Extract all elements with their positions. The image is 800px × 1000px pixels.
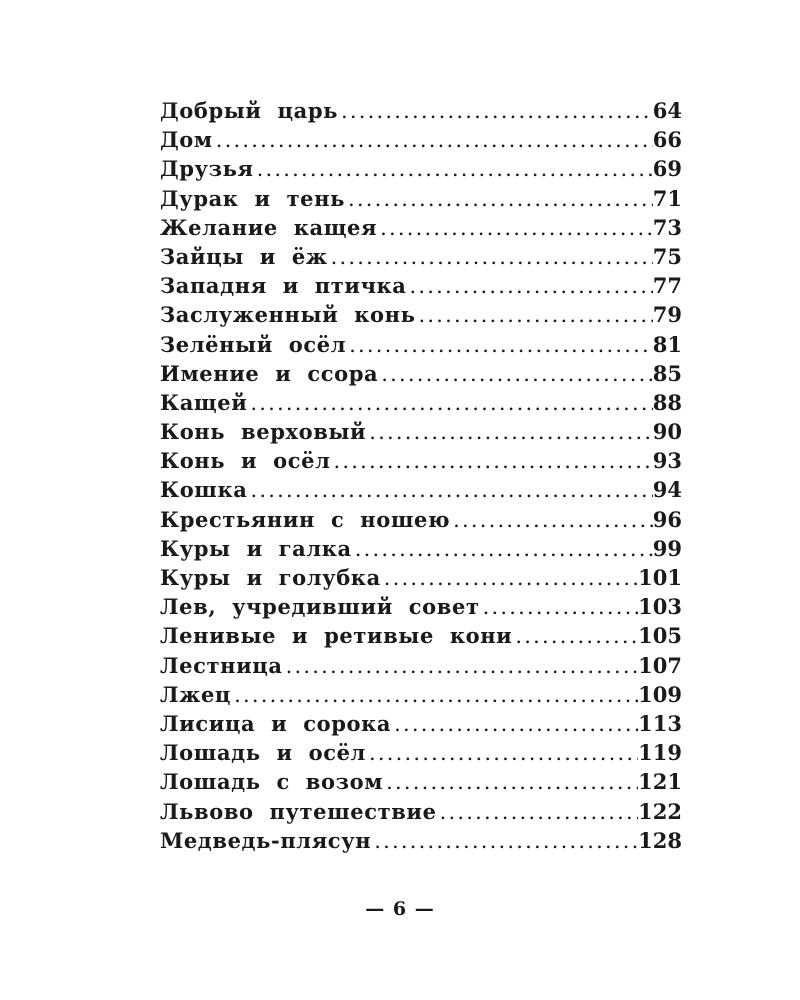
toc-entry-title: Имение и ссора bbox=[160, 360, 379, 386]
toc-entry-page: 79 bbox=[652, 302, 682, 328]
dot-leader bbox=[328, 243, 653, 272]
dot-leader bbox=[378, 360, 653, 389]
toc-entry bbox=[160, 359, 682, 388]
toc-entry-title: Конь верховый bbox=[160, 419, 367, 445]
toc-entry bbox=[160, 271, 682, 300]
dot-leader bbox=[371, 827, 638, 856]
toc-entry bbox=[160, 242, 682, 271]
toc-entry-page: 75 bbox=[652, 243, 682, 269]
toc-entry-page: 121 bbox=[638, 769, 682, 795]
toc-entry-page: 122 bbox=[638, 798, 682, 824]
toc-entry-title: Куры и галка bbox=[160, 535, 352, 561]
dot-leader bbox=[283, 652, 639, 681]
toc-entry-title: Конь и осёл bbox=[160, 448, 331, 474]
dot-leader bbox=[231, 681, 638, 710]
toc-entry-page: 105 bbox=[638, 623, 682, 649]
toc-entry-title: Ленивые и ретивые кони bbox=[160, 623, 513, 649]
dot-leader bbox=[450, 506, 653, 535]
dot-leader bbox=[213, 126, 653, 155]
dot-leader bbox=[247, 389, 652, 418]
toc-entry-title: Зелёный осёл bbox=[160, 331, 347, 357]
dot-leader bbox=[415, 301, 652, 330]
toc-entry-title: Куры и голубка bbox=[160, 565, 381, 590]
toc-entry-page: 93 bbox=[652, 448, 682, 474]
toc-entry-title: Лошадь с возом bbox=[160, 769, 384, 795]
toc-entry-page: 81 bbox=[652, 331, 682, 357]
toc-entry bbox=[160, 388, 682, 417]
toc-entry-title: Западня и птичка bbox=[160, 273, 407, 299]
toc-entry bbox=[160, 446, 682, 475]
dot-leader bbox=[254, 155, 653, 184]
dot-leader bbox=[247, 476, 652, 505]
toc-entry-page: 73 bbox=[652, 214, 682, 240]
dot-leader bbox=[338, 97, 653, 126]
dot-leader bbox=[407, 272, 653, 301]
toc-entry-title: Лестница bbox=[160, 652, 283, 678]
table-of-contents bbox=[160, 96, 682, 855]
toc-entry bbox=[160, 300, 682, 329]
toc-entry-title: Крестьянин с ношею bbox=[160, 506, 451, 532]
toc-entry bbox=[160, 505, 682, 534]
toc-entry-page: 69 bbox=[652, 156, 682, 182]
toc-entry-page: 119 bbox=[638, 740, 682, 766]
dot-leader bbox=[366, 739, 638, 768]
dot-leader bbox=[391, 710, 638, 739]
toc-entry-page: 94 bbox=[652, 477, 682, 503]
toc-entry-title: Добрый царь bbox=[160, 98, 338, 123]
toc-entry-page: 113 bbox=[638, 710, 682, 736]
toc-entry-title: Желание кащея bbox=[160, 214, 378, 240]
toc-entry bbox=[160, 475, 682, 504]
toc-entry-page: 109 bbox=[638, 681, 682, 707]
toc-entry-title: Львово путешествие bbox=[160, 798, 437, 824]
toc-entry bbox=[160, 417, 682, 446]
toc-entry-page: 71 bbox=[652, 185, 682, 211]
toc-entry bbox=[160, 709, 682, 738]
toc-entry-page: 64 bbox=[652, 98, 682, 123]
toc-entry bbox=[160, 96, 682, 125]
toc-entry-title: Лошадь и осёл bbox=[160, 740, 366, 766]
dot-leader bbox=[383, 768, 638, 797]
toc-entry-title: Заслуженный конь bbox=[160, 302, 416, 328]
dot-leader bbox=[352, 535, 653, 564]
dot-leader bbox=[345, 185, 653, 214]
toc-entry-page: 66 bbox=[652, 127, 682, 153]
toc-entry bbox=[160, 797, 682, 826]
toc-entry-page: 101 bbox=[638, 565, 682, 590]
toc-entry-title: Лев, учредивший совет bbox=[160, 594, 480, 620]
dot-leader bbox=[381, 564, 638, 593]
dot-leader bbox=[437, 798, 639, 827]
dot-leader bbox=[366, 418, 653, 447]
toc-entry bbox=[160, 534, 682, 563]
toc-entry bbox=[160, 330, 682, 359]
toc-entry bbox=[160, 738, 682, 767]
dot-leader bbox=[346, 331, 653, 360]
toc-entry-title: Лжец bbox=[160, 681, 232, 707]
dot-leader bbox=[512, 622, 638, 651]
toc-entry-title: Кащей bbox=[160, 389, 248, 415]
toc-entry bbox=[160, 826, 682, 855]
toc-entry bbox=[160, 651, 682, 680]
toc-entry bbox=[160, 213, 682, 242]
toc-entry bbox=[160, 680, 682, 709]
dot-leader bbox=[331, 447, 653, 476]
toc-entry-page: 90 bbox=[652, 419, 682, 445]
toc-entry-title: Друзья bbox=[160, 156, 254, 182]
toc-entry-title: Дурак и тень bbox=[160, 185, 345, 211]
toc-entry-page: 107 bbox=[638, 652, 682, 678]
toc-entry-title: Дом bbox=[160, 127, 213, 153]
toc-entry-title: Лисица и сорока bbox=[160, 710, 392, 736]
toc-entry bbox=[160, 184, 682, 213]
toc-entry bbox=[160, 154, 682, 183]
page-number: — 6 — bbox=[365, 898, 435, 920]
dot-leader bbox=[480, 593, 639, 622]
toc-entry-title: Зайцы и ёж bbox=[160, 243, 328, 269]
toc-entry-page: 88 bbox=[652, 389, 682, 415]
toc-entry bbox=[160, 592, 682, 621]
dot-leader bbox=[377, 214, 653, 243]
toc-entry-page: 128 bbox=[638, 827, 682, 853]
toc-entry bbox=[160, 621, 682, 650]
toc-entry-page: 77 bbox=[652, 273, 682, 299]
toc-entry-title: Медведь-плясун bbox=[160, 827, 372, 853]
toc-entry bbox=[160, 125, 682, 154]
toc-entry bbox=[160, 563, 682, 592]
toc-entry-page: 96 bbox=[652, 506, 682, 532]
toc-entry-title: Кошка bbox=[160, 477, 248, 503]
toc-entry-page: 99 bbox=[652, 535, 682, 561]
toc-entry bbox=[160, 767, 682, 796]
toc-entry-page: 85 bbox=[652, 360, 682, 386]
toc-entry-page: 103 bbox=[638, 594, 682, 620]
